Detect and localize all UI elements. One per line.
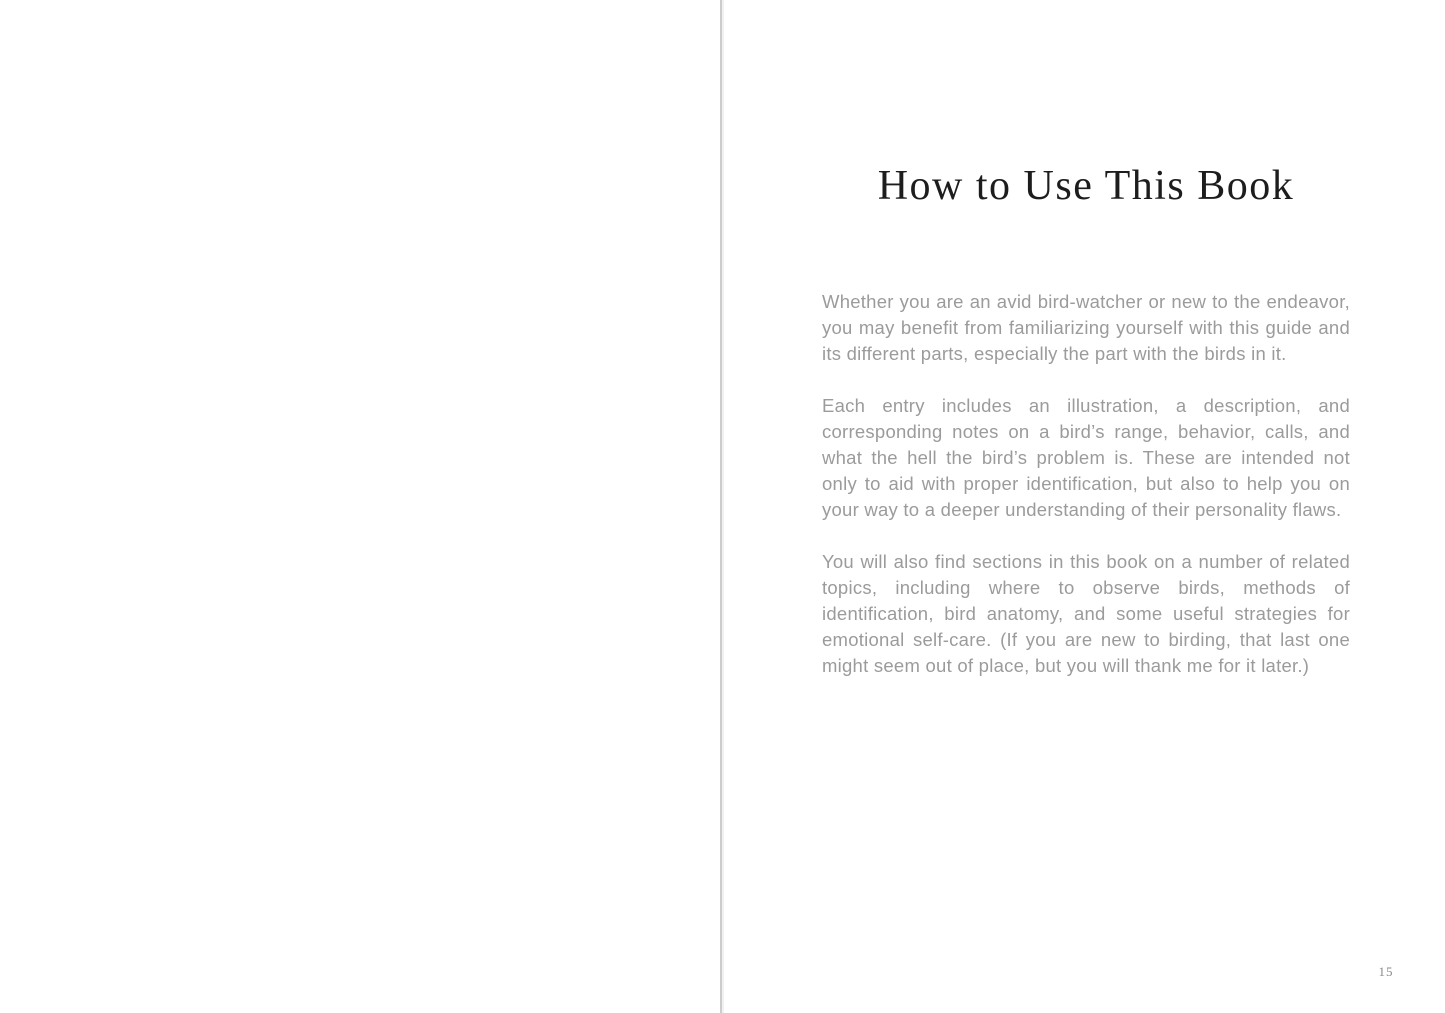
page-number: 15 — [1378, 964, 1394, 979]
paragraph-sections: You will also find sections in this book on a number of related topics, including where to observe birds, methods of identification, bird anatomy, and some useful strategies for emotional self-care. (If you are new to birding, that last one might seem out of place, but you will thank me for it later.) — [822, 551, 1350, 676]
paragraph-intro: Whether you are an avid bird-watcher or new to the endeavor, you may benefit from familiarizing yourself with this guide and its different parts, especially the part with the birds in it. — [822, 291, 1350, 364]
page-title: How to Use This Book — [877, 163, 1295, 209]
body-text-block — [822, 289, 1350, 705]
page-left-blank — [0, 0, 720, 1013]
paragraph-entries: Each entry includes an illustration, a description, and corresponding notes on a bird’s range, behavior, calls, and what the hell the bird’s problem is. These are intended not only to aid with proper identification, but also to help you on your way to a deeper understanding of their personality flaws. — [822, 395, 1350, 520]
page-gutter-divider — [720, 0, 724, 1013]
